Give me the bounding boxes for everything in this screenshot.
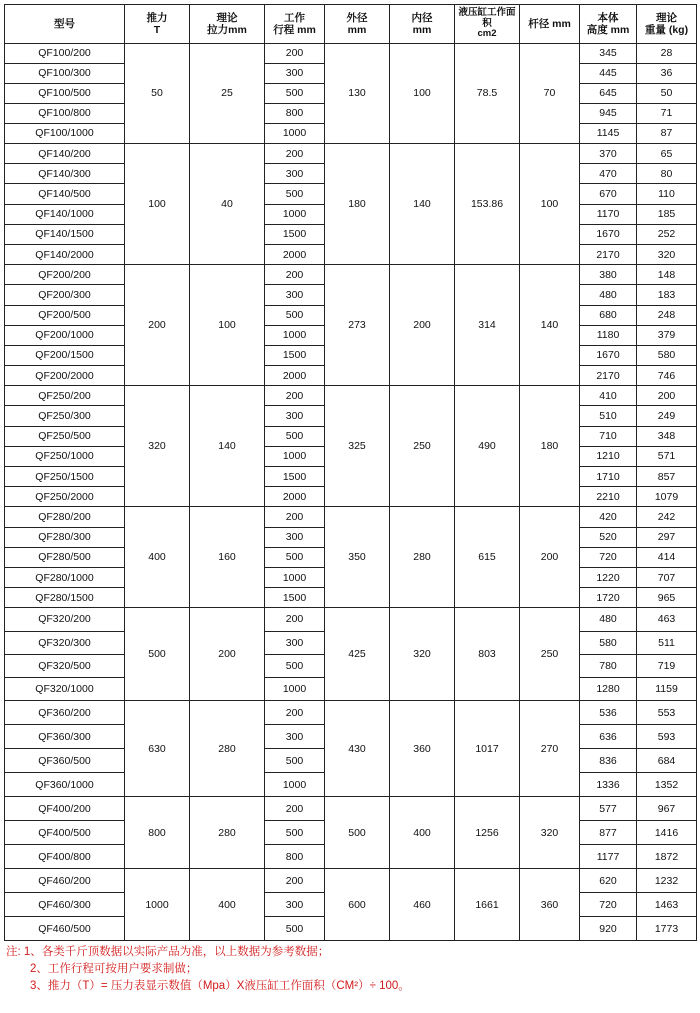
model-cell: QF250/500 — [5, 426, 125, 446]
body-height-cell: 710 — [580, 426, 637, 446]
pull-cell: 280 — [190, 701, 265, 797]
inner-diameter-cell: 320 — [390, 608, 455, 701]
model-cell: QF200/500 — [5, 305, 125, 325]
body-height-cell: 470 — [580, 164, 637, 184]
body-height-cell: 670 — [580, 184, 637, 204]
weight-cell: 87 — [637, 124, 697, 144]
stroke-cell: 500 — [265, 305, 325, 325]
body-height-cell: 720 — [580, 547, 637, 567]
pull-cell: 200 — [190, 608, 265, 701]
stroke-cell: 500 — [265, 84, 325, 104]
weight-cell: 252 — [637, 224, 697, 244]
stroke-cell: 1000 — [265, 446, 325, 466]
stroke-cell: 1500 — [265, 588, 325, 608]
stroke-cell: 200 — [265, 869, 325, 893]
outer-diameter-cell: 130 — [325, 44, 390, 144]
body-height-cell: 680 — [580, 305, 637, 325]
model-cell: QF250/1500 — [5, 467, 125, 487]
stroke-cell: 200 — [265, 386, 325, 406]
thrust-cell: 50 — [125, 44, 190, 144]
outer-diameter-cell: 430 — [325, 701, 390, 797]
body-height-cell: 577 — [580, 797, 637, 821]
weight-cell: 65 — [637, 144, 697, 164]
model-cell: QF140/300 — [5, 164, 125, 184]
body-height-cell: 1720 — [580, 588, 637, 608]
stroke-cell: 1500 — [265, 224, 325, 244]
stroke-cell: 300 — [265, 64, 325, 84]
body-height-cell: 720 — [580, 893, 637, 917]
model-cell: QF360/500 — [5, 749, 125, 773]
stroke-cell: 800 — [265, 104, 325, 124]
body-height-cell: 836 — [580, 749, 637, 773]
model-cell: QF140/200 — [5, 144, 125, 164]
stroke-cell: 300 — [265, 164, 325, 184]
body-height-cell: 1336 — [580, 773, 637, 797]
body-height-cell: 580 — [580, 631, 637, 654]
stroke-cell: 1500 — [265, 345, 325, 365]
body-height-cell: 945 — [580, 104, 637, 124]
body-height-cell: 1710 — [580, 467, 637, 487]
inner-diameter-cell: 280 — [390, 507, 455, 608]
thrust-cell: 200 — [125, 265, 190, 386]
stroke-cell: 1000 — [265, 325, 325, 345]
outer-diameter-cell: 325 — [325, 386, 390, 507]
model-cell: QF140/2000 — [5, 244, 125, 264]
body-height-cell: 920 — [580, 917, 637, 941]
pull-cell: 25 — [190, 44, 265, 144]
header-thrust: 推力 T — [125, 5, 190, 44]
inner-diameter-cell: 250 — [390, 386, 455, 507]
model-cell: QF320/300 — [5, 631, 125, 654]
stroke-cell: 200 — [265, 265, 325, 285]
rod-diameter-cell: 100 — [520, 144, 580, 265]
weight-cell: 707 — [637, 567, 697, 587]
body-height-cell: 1180 — [580, 325, 637, 345]
model-cell: QF280/1500 — [5, 588, 125, 608]
model-cell: QF200/2000 — [5, 366, 125, 386]
note-line: 3、推力（T）= 压力表显示数值（Mpa）X液压缸工作面积（CM²）÷ 100。 — [30, 980, 410, 992]
pull-cell: 100 — [190, 265, 265, 386]
stroke-cell: 500 — [265, 654, 325, 677]
weight-cell: 183 — [637, 285, 697, 305]
weight-cell: 1352 — [637, 773, 697, 797]
weight-cell: 320 — [637, 244, 697, 264]
model-cell: QF280/500 — [5, 547, 125, 567]
rod-diameter-cell: 70 — [520, 44, 580, 144]
model-cell: QF140/1000 — [5, 204, 125, 224]
cylinder-area-cell: 153.86 — [455, 144, 520, 265]
weight-cell: 50 — [637, 84, 697, 104]
stroke-cell: 300 — [265, 725, 325, 749]
outer-diameter-cell: 500 — [325, 797, 390, 869]
weight-cell: 967 — [637, 797, 697, 821]
body-height-cell: 1177 — [580, 845, 637, 869]
stroke-cell: 200 — [265, 144, 325, 164]
model-cell: QF320/1000 — [5, 677, 125, 700]
outer-diameter-cell: 350 — [325, 507, 390, 608]
stroke-cell: 1000 — [265, 773, 325, 797]
cylinder-area-cell: 314 — [455, 265, 520, 386]
note-line: 2、工作行程可按用户要求制做； — [30, 963, 198, 975]
stroke-cell: 2000 — [265, 244, 325, 264]
body-height-cell: 536 — [580, 701, 637, 725]
pull-cell: 280 — [190, 797, 265, 869]
model-cell: QF100/1000 — [5, 124, 125, 144]
model-cell: QF320/500 — [5, 654, 125, 677]
weight-cell: 348 — [637, 426, 697, 446]
weight-cell: 28 — [637, 44, 697, 64]
stroke-cell: 300 — [265, 285, 325, 305]
stroke-cell: 200 — [265, 44, 325, 64]
stroke-cell: 1500 — [265, 467, 325, 487]
weight-cell: 1232 — [637, 869, 697, 893]
table-row — [5, 869, 697, 893]
table-row — [5, 44, 697, 64]
thrust-cell: 320 — [125, 386, 190, 507]
body-height-cell: 1145 — [580, 124, 637, 144]
weight-cell: 553 — [637, 701, 697, 725]
model-cell: QF200/1500 — [5, 345, 125, 365]
thrust-cell: 100 — [125, 144, 190, 265]
weight-cell: 414 — [637, 547, 697, 567]
body-height-cell: 620 — [580, 869, 637, 893]
thrust-cell: 400 — [125, 507, 190, 608]
note-line: 注: 1、各类千斤顶数据以实际产品为准，以上数据为参考数据； — [6, 946, 330, 958]
model-cell: QF100/800 — [5, 104, 125, 124]
stroke-cell: 500 — [265, 184, 325, 204]
pull-cell: 400 — [190, 869, 265, 941]
rod-diameter-cell: 180 — [520, 386, 580, 507]
stroke-cell: 500 — [265, 749, 325, 773]
weight-cell: 1416 — [637, 821, 697, 845]
model-cell: QF460/300 — [5, 893, 125, 917]
notes — [6, 944, 696, 995]
rod-diameter-cell: 360 — [520, 869, 580, 941]
body-height-cell: 877 — [580, 821, 637, 845]
weight-cell: 80 — [637, 164, 697, 184]
stroke-cell: 2000 — [265, 487, 325, 507]
model-cell: QF100/500 — [5, 84, 125, 104]
outer-diameter-cell: 425 — [325, 608, 390, 701]
body-height-cell: 370 — [580, 144, 637, 164]
cylinder-area-cell: 803 — [455, 608, 520, 701]
weight-cell: 110 — [637, 184, 697, 204]
weight-cell: 248 — [637, 305, 697, 325]
table-row — [5, 797, 697, 821]
rod-diameter-cell: 200 — [520, 507, 580, 608]
stroke-cell: 500 — [265, 547, 325, 567]
body-height-cell: 445 — [580, 64, 637, 84]
stroke-cell: 200 — [265, 797, 325, 821]
inner-diameter-cell: 200 — [390, 265, 455, 386]
model-cell: QF280/300 — [5, 527, 125, 547]
stroke-cell: 300 — [265, 406, 325, 426]
weight-cell: 242 — [637, 507, 697, 527]
weight-cell: 580 — [637, 345, 697, 365]
header-stroke: 工作 行程 mm — [265, 5, 325, 44]
weight-cell: 1463 — [637, 893, 697, 917]
model-cell: QF460/200 — [5, 869, 125, 893]
weight-cell: 1773 — [637, 917, 697, 941]
weight-cell: 36 — [637, 64, 697, 84]
body-height-cell: 1670 — [580, 345, 637, 365]
body-height-cell: 410 — [580, 386, 637, 406]
weight-cell: 185 — [637, 204, 697, 224]
weight-cell: 249 — [637, 406, 697, 426]
weight-cell: 684 — [637, 749, 697, 773]
model-cell: QF250/1000 — [5, 446, 125, 466]
weight-cell: 719 — [637, 654, 697, 677]
header-weight: 理论 重量 (kg) — [637, 5, 697, 44]
model-cell: QF250/200 — [5, 386, 125, 406]
table-row — [5, 144, 697, 164]
model-cell: QF360/200 — [5, 701, 125, 725]
weight-cell: 511 — [637, 631, 697, 654]
stroke-cell: 300 — [265, 631, 325, 654]
stroke-cell: 500 — [265, 917, 325, 941]
outer-diameter-cell: 180 — [325, 144, 390, 265]
weight-cell: 571 — [637, 446, 697, 466]
weight-cell: 71 — [637, 104, 697, 124]
stroke-cell: 800 — [265, 845, 325, 869]
weight-cell: 1159 — [637, 677, 697, 700]
table-row — [5, 701, 697, 725]
weight-cell: 1079 — [637, 487, 697, 507]
weight-cell: 1872 — [637, 845, 697, 869]
body-height-cell: 1210 — [580, 446, 637, 466]
model-cell: QF100/300 — [5, 64, 125, 84]
header-rod-diameter: 杆径 mm — [520, 5, 580, 44]
stroke-cell: 500 — [265, 426, 325, 446]
header-model: 型号 — [5, 5, 125, 44]
model-cell: QF280/1000 — [5, 567, 125, 587]
body-height-cell: 1220 — [580, 567, 637, 587]
inner-diameter-cell: 100 — [390, 44, 455, 144]
pull-cell: 140 — [190, 386, 265, 507]
model-cell: QF140/500 — [5, 184, 125, 204]
header-inner-diameter: 内径 mm — [390, 5, 455, 44]
body-height-cell: 520 — [580, 527, 637, 547]
thrust-cell: 630 — [125, 701, 190, 797]
header-outer-diameter: 外径 mm — [325, 5, 390, 44]
thrust-cell: 800 — [125, 797, 190, 869]
header-cylinder-area: 液压缸工作面积 cm2 — [455, 5, 520, 44]
body-height-cell: 480 — [580, 285, 637, 305]
thrust-cell: 500 — [125, 608, 190, 701]
header-body-height: 本体 高度 mm — [580, 5, 637, 44]
stroke-cell: 300 — [265, 527, 325, 547]
thrust-cell: 1000 — [125, 869, 190, 941]
weight-cell: 200 — [637, 386, 697, 406]
model-cell: QF250/2000 — [5, 487, 125, 507]
inner-diameter-cell: 460 — [390, 869, 455, 941]
model-cell: QF400/800 — [5, 845, 125, 869]
model-cell: QF250/300 — [5, 406, 125, 426]
spec-table-body — [5, 44, 697, 941]
body-height-cell: 2170 — [580, 366, 637, 386]
stroke-cell: 200 — [265, 608, 325, 631]
stroke-cell: 500 — [265, 821, 325, 845]
body-height-cell: 480 — [580, 608, 637, 631]
stroke-cell: 2000 — [265, 366, 325, 386]
header-row — [5, 5, 697, 44]
body-height-cell: 2170 — [580, 244, 637, 264]
body-height-cell: 1280 — [580, 677, 637, 700]
cylinder-area-cell: 490 — [455, 386, 520, 507]
body-height-cell: 645 — [580, 84, 637, 104]
body-height-cell: 1670 — [580, 224, 637, 244]
weight-cell: 746 — [637, 366, 697, 386]
model-cell: QF360/1000 — [5, 773, 125, 797]
model-cell: QF320/200 — [5, 608, 125, 631]
weight-cell: 379 — [637, 325, 697, 345]
weight-cell: 463 — [637, 608, 697, 631]
weight-cell: 857 — [637, 467, 697, 487]
outer-diameter-cell: 273 — [325, 265, 390, 386]
outer-diameter-cell: 600 — [325, 869, 390, 941]
stroke-cell: 300 — [265, 893, 325, 917]
stroke-cell: 1000 — [265, 124, 325, 144]
pull-cell: 160 — [190, 507, 265, 608]
inner-diameter-cell: 360 — [390, 701, 455, 797]
model-cell: QF400/200 — [5, 797, 125, 821]
cylinder-area-cell: 615 — [455, 507, 520, 608]
model-cell: QF200/200 — [5, 265, 125, 285]
body-height-cell: 1170 — [580, 204, 637, 224]
inner-diameter-cell: 140 — [390, 144, 455, 265]
table-row — [5, 386, 697, 406]
rod-diameter-cell: 140 — [520, 265, 580, 386]
cylinder-area-cell: 1256 — [455, 797, 520, 869]
stroke-cell: 200 — [265, 507, 325, 527]
body-height-cell: 636 — [580, 725, 637, 749]
weight-cell: 297 — [637, 527, 697, 547]
cylinder-area-cell: 1661 — [455, 869, 520, 941]
pull-cell: 40 — [190, 144, 265, 265]
stroke-cell: 200 — [265, 701, 325, 725]
weight-cell: 965 — [637, 588, 697, 608]
model-cell: QF460/500 — [5, 917, 125, 941]
model-cell: QF280/200 — [5, 507, 125, 527]
rod-diameter-cell: 250 — [520, 608, 580, 701]
rod-diameter-cell: 320 — [520, 797, 580, 869]
body-height-cell: 420 — [580, 507, 637, 527]
table-row — [5, 507, 697, 527]
cylinder-area-cell: 1017 — [455, 701, 520, 797]
body-height-cell: 780 — [580, 654, 637, 677]
header-pull: 理论 拉力mm — [190, 5, 265, 44]
body-height-cell: 380 — [580, 265, 637, 285]
cylinder-area-cell: 78.5 — [455, 44, 520, 144]
model-cell: QF400/500 — [5, 821, 125, 845]
body-height-cell: 510 — [580, 406, 637, 426]
rod-diameter-cell: 270 — [520, 701, 580, 797]
model-cell: QF100/200 — [5, 44, 125, 64]
inner-diameter-cell: 400 — [390, 797, 455, 869]
weight-cell: 148 — [637, 265, 697, 285]
model-cell: QF200/1000 — [5, 325, 125, 345]
body-height-cell: 345 — [580, 44, 637, 64]
model-cell: QF140/1500 — [5, 224, 125, 244]
spec-table — [4, 4, 697, 941]
stroke-cell: 1000 — [265, 204, 325, 224]
model-cell: QF200/300 — [5, 285, 125, 305]
stroke-cell: 1000 — [265, 567, 325, 587]
stroke-cell: 1000 — [265, 677, 325, 700]
table-row — [5, 608, 697, 631]
model-cell: QF360/300 — [5, 725, 125, 749]
weight-cell: 593 — [637, 725, 697, 749]
table-row — [5, 265, 697, 285]
body-height-cell: 2210 — [580, 487, 637, 507]
